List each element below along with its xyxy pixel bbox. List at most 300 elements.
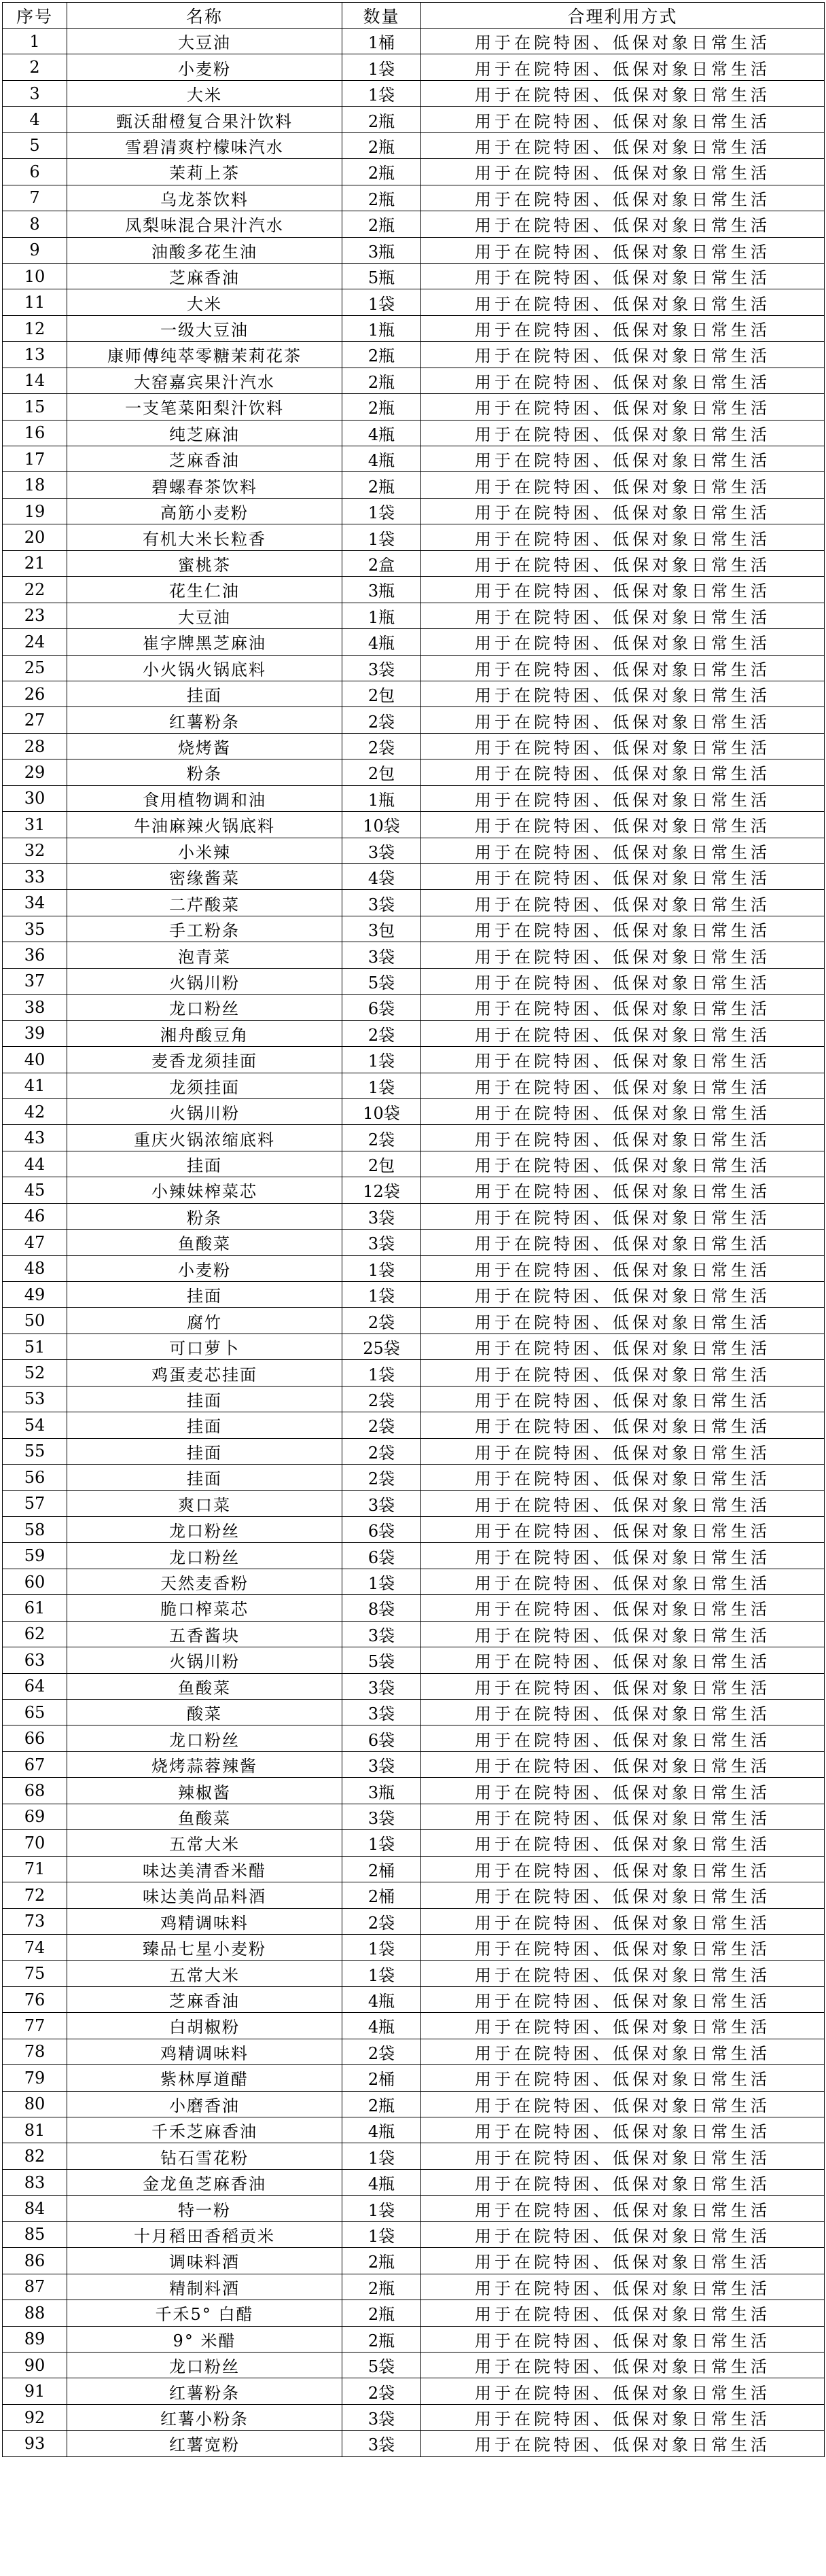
row-index: 32 bbox=[3, 838, 67, 863]
item-usage: 用于在院特困、低保对象日常生活 bbox=[421, 733, 825, 759]
table-row bbox=[3, 1386, 825, 1412]
item-name: 调味料酒 bbox=[67, 2248, 342, 2274]
item-name: 火锅川粉 bbox=[67, 968, 342, 994]
item-quantity: 2桶 bbox=[342, 1882, 421, 1908]
item-quantity: 2盒 bbox=[342, 550, 421, 576]
table-row bbox=[3, 2013, 825, 2039]
item-usage: 用于在院特困、低保对象日常生活 bbox=[421, 864, 825, 890]
table-row bbox=[3, 1438, 825, 1464]
item-quantity: 1袋 bbox=[342, 1569, 421, 1594]
table-row bbox=[3, 603, 825, 628]
row-index: 2 bbox=[3, 54, 67, 80]
item-usage: 用于在院特困、低保对象日常生活 bbox=[421, 1961, 825, 1986]
item-name: 油酸多花生油 bbox=[67, 237, 342, 263]
table-row bbox=[3, 1934, 825, 1960]
item-usage: 用于在院特困、低保对象日常生活 bbox=[421, 2326, 825, 2352]
row-index: 58 bbox=[3, 1516, 67, 1542]
item-usage: 用于在院特困、低保对象日常生活 bbox=[421, 2169, 825, 2195]
item-name: 龙口粉丝 bbox=[67, 1543, 342, 1569]
item-name: 凤梨味混合果汁汽水 bbox=[67, 211, 342, 237]
row-index: 55 bbox=[3, 1438, 67, 1464]
table-row bbox=[3, 2431, 825, 2456]
row-index: 50 bbox=[3, 1308, 67, 1334]
item-quantity: 4瓶 bbox=[342, 446, 421, 472]
row-index: 71 bbox=[3, 1856, 67, 1882]
row-index: 36 bbox=[3, 942, 67, 968]
item-quantity: 2袋 bbox=[342, 733, 421, 759]
table-row bbox=[3, 1073, 825, 1098]
item-usage: 用于在院特困、低保对象日常生活 bbox=[421, 342, 825, 368]
table-row bbox=[3, 2300, 825, 2326]
item-usage: 用于在院特困、低保对象日常生活 bbox=[421, 185, 825, 211]
table-row bbox=[3, 864, 825, 890]
item-usage: 用于在院特困、低保对象日常生活 bbox=[421, 472, 825, 498]
table-row bbox=[3, 1125, 825, 1151]
item-quantity: 6袋 bbox=[342, 1516, 421, 1542]
row-index: 46 bbox=[3, 1203, 67, 1229]
row-index: 49 bbox=[3, 1282, 67, 1308]
row-index: 70 bbox=[3, 1830, 67, 1856]
table-row bbox=[3, 159, 825, 185]
item-name: 小火锅火锅底料 bbox=[67, 655, 342, 681]
row-index: 37 bbox=[3, 968, 67, 994]
item-usage: 用于在院特困、低保对象日常生活 bbox=[421, 289, 825, 315]
item-quantity: 3袋 bbox=[342, 2404, 421, 2430]
row-index: 43 bbox=[3, 1125, 67, 1151]
item-usage: 用于在院特困、低保对象日常生活 bbox=[421, 1778, 825, 1804]
item-quantity: 1袋 bbox=[342, 1934, 421, 1960]
item-quantity: 3瓶 bbox=[342, 237, 421, 263]
item-quantity: 4瓶 bbox=[342, 629, 421, 655]
item-usage: 用于在院特困、低保对象日常生活 bbox=[421, 1282, 825, 1308]
item-usage: 用于在院特困、低保对象日常生活 bbox=[421, 29, 825, 54]
item-quantity: 2瓶 bbox=[342, 185, 421, 211]
item-quantity: 2瓶 bbox=[342, 368, 421, 393]
table-row bbox=[3, 263, 825, 289]
row-index: 86 bbox=[3, 2248, 67, 2274]
table-body bbox=[3, 29, 825, 2457]
row-index: 21 bbox=[3, 550, 67, 576]
item-quantity: 4袋 bbox=[342, 864, 421, 890]
row-index: 47 bbox=[3, 1230, 67, 1255]
table-header-row bbox=[3, 3, 825, 29]
item-name: 芝麻香油 bbox=[67, 1986, 342, 2012]
item-name: 挂面 bbox=[67, 1412, 342, 1438]
item-name: 二芹酸菜 bbox=[67, 890, 342, 916]
table-row bbox=[3, 1334, 825, 1359]
row-index: 3 bbox=[3, 80, 67, 106]
item-name: 五香酱块 bbox=[67, 1621, 342, 1647]
item-usage: 用于在院特困、低保对象日常生活 bbox=[421, 577, 825, 603]
item-name: 花生仁油 bbox=[67, 577, 342, 603]
item-name: 粉条 bbox=[67, 759, 342, 785]
item-usage: 用于在院特困、低保对象日常生活 bbox=[421, 1621, 825, 1647]
item-name: 金龙鱼芝麻香油 bbox=[67, 2169, 342, 2195]
item-name: 红薯粉条 bbox=[67, 2378, 342, 2404]
item-quantity: 2包 bbox=[342, 759, 421, 785]
row-index: 40 bbox=[3, 1047, 67, 1073]
item-quantity: 1袋 bbox=[342, 498, 421, 524]
item-usage: 用于在院特困、低保对象日常生活 bbox=[421, 211, 825, 237]
item-usage: 用于在院特困、低保对象日常生活 bbox=[421, 498, 825, 524]
table-row bbox=[3, 1282, 825, 1308]
table-row bbox=[3, 995, 825, 1020]
item-usage: 用于在院特困、低保对象日常生活 bbox=[421, 1908, 825, 1934]
item-quantity: 2袋 bbox=[342, 2039, 421, 2064]
item-usage: 用于在院特困、低保对象日常生活 bbox=[421, 1673, 825, 1699]
table-row bbox=[3, 1647, 825, 1673]
item-usage: 用于在院特困、低保对象日常生活 bbox=[421, 54, 825, 80]
item-quantity: 2瓶 bbox=[342, 2091, 421, 2117]
table-row bbox=[3, 29, 825, 54]
item-name: 可口萝卜 bbox=[67, 1334, 342, 1359]
item-usage: 用于在院特困、低保对象日常生活 bbox=[421, 2431, 825, 2456]
row-index: 20 bbox=[3, 524, 67, 550]
item-name: 千禾芝麻香油 bbox=[67, 2117, 342, 2143]
table-row bbox=[3, 446, 825, 472]
item-name: 麦香龙须挂面 bbox=[67, 1047, 342, 1073]
row-index: 16 bbox=[3, 420, 67, 446]
table-row bbox=[3, 1047, 825, 1073]
table-row bbox=[3, 342, 825, 368]
item-name: 十月稻田香稻贡米 bbox=[67, 2221, 342, 2247]
item-quantity: 2袋 bbox=[342, 707, 421, 733]
item-usage: 用于在院特困、低保对象日常生活 bbox=[421, 394, 825, 420]
item-usage: 用于在院特困、低保对象日常生活 bbox=[421, 1098, 825, 1124]
item-name: 挂面 bbox=[67, 681, 342, 706]
table-row bbox=[3, 132, 825, 158]
table-row bbox=[3, 1725, 825, 1751]
item-usage: 用于在院特困、低保对象日常生活 bbox=[421, 629, 825, 655]
row-index: 57 bbox=[3, 1490, 67, 1516]
row-index: 25 bbox=[3, 655, 67, 681]
item-usage: 用于在院特困、低保对象日常生活 bbox=[421, 1465, 825, 1490]
item-quantity: 1袋 bbox=[342, 1961, 421, 1986]
table-row bbox=[3, 629, 825, 655]
item-usage: 用于在院特困、低保对象日常生活 bbox=[421, 785, 825, 811]
item-quantity: 2袋 bbox=[342, 1020, 421, 1046]
item-usage: 用于在院特困、低保对象日常生活 bbox=[421, 1020, 825, 1046]
table-row bbox=[3, 681, 825, 706]
row-index: 90 bbox=[3, 2352, 67, 2378]
item-name: 碧螺春茶饮料 bbox=[67, 472, 342, 498]
table-row bbox=[3, 2196, 825, 2221]
table-row bbox=[3, 1255, 825, 1281]
table-row bbox=[3, 1700, 825, 1725]
table-row bbox=[3, 838, 825, 863]
row-index: 54 bbox=[3, 1412, 67, 1438]
item-quantity: 2包 bbox=[342, 681, 421, 706]
item-usage: 用于在院特困、低保对象日常生活 bbox=[421, 1490, 825, 1516]
header-name: 名称 bbox=[67, 3, 342, 29]
row-index: 8 bbox=[3, 211, 67, 237]
item-quantity: 2袋 bbox=[342, 1125, 421, 1151]
item-name: 鱼酸菜 bbox=[67, 1804, 342, 1829]
item-quantity: 1袋 bbox=[342, 1047, 421, 1073]
item-name: 挂面 bbox=[67, 1151, 342, 1177]
item-name: 火锅川粉 bbox=[67, 1098, 342, 1124]
row-index: 62 bbox=[3, 1621, 67, 1647]
item-usage: 用于在院特困、低保对象日常生活 bbox=[421, 942, 825, 968]
row-index: 73 bbox=[3, 1908, 67, 1934]
item-quantity: 3袋 bbox=[342, 1673, 421, 1699]
item-name: 火锅川粉 bbox=[67, 1647, 342, 1673]
row-index: 17 bbox=[3, 446, 67, 472]
table-row bbox=[3, 2117, 825, 2143]
item-usage: 用于在院特困、低保对象日常生活 bbox=[421, 2404, 825, 2430]
table-row bbox=[3, 498, 825, 524]
item-name: 粉条 bbox=[67, 1203, 342, 1229]
item-quantity: 1袋 bbox=[342, 54, 421, 80]
item-quantity: 1袋 bbox=[342, 2221, 421, 2247]
table-row bbox=[3, 759, 825, 785]
item-name: 五常大米 bbox=[67, 1830, 342, 1856]
table-row bbox=[3, 1465, 825, 1490]
item-quantity: 1袋 bbox=[342, 2196, 421, 2221]
item-usage: 用于在院特困、低保对象日常生活 bbox=[421, 368, 825, 393]
item-quantity: 2瓶 bbox=[342, 2300, 421, 2326]
item-quantity: 2瓶 bbox=[342, 394, 421, 420]
item-usage: 用于在院特困、低保对象日常生活 bbox=[421, 420, 825, 446]
table-row bbox=[3, 80, 825, 106]
item-usage: 用于在院特困、低保对象日常生活 bbox=[421, 2378, 825, 2404]
row-index: 41 bbox=[3, 1073, 67, 1098]
item-quantity: 1袋 bbox=[342, 80, 421, 106]
item-usage: 用于在院特困、低保对象日常生活 bbox=[421, 1856, 825, 1882]
item-name: 红薯宽粉 bbox=[67, 2431, 342, 2456]
item-name: 牛油麻辣火锅底料 bbox=[67, 812, 342, 838]
table-row bbox=[3, 916, 825, 942]
item-quantity: 6袋 bbox=[342, 1543, 421, 1569]
row-index: 14 bbox=[3, 368, 67, 393]
row-index: 42 bbox=[3, 1098, 67, 1124]
item-quantity: 5袋 bbox=[342, 1647, 421, 1673]
item-usage: 用于在院特困、低保对象日常生活 bbox=[421, 759, 825, 785]
row-index: 28 bbox=[3, 733, 67, 759]
item-name: 挂面 bbox=[67, 1465, 342, 1490]
row-index: 83 bbox=[3, 2169, 67, 2195]
item-usage: 用于在院特困、低保对象日常生活 bbox=[421, 968, 825, 994]
item-name: 腐竹 bbox=[67, 1308, 342, 1334]
row-index: 80 bbox=[3, 2091, 67, 2117]
item-usage: 用于在院特困、低保对象日常生活 bbox=[421, 107, 825, 132]
table-row bbox=[3, 1230, 825, 1255]
table-row bbox=[3, 54, 825, 80]
item-quantity: 10袋 bbox=[342, 1098, 421, 1124]
row-index: 68 bbox=[3, 1778, 67, 1804]
row-index: 67 bbox=[3, 1751, 67, 1777]
item-quantity: 3袋 bbox=[342, 942, 421, 968]
item-usage: 用于在院特困、低保对象日常生活 bbox=[421, 2143, 825, 2169]
table-row bbox=[3, 2352, 825, 2378]
item-quantity: 2瓶 bbox=[342, 2326, 421, 2352]
table-row bbox=[3, 1961, 825, 1986]
item-name: 雪碧清爽柠檬味汽水 bbox=[67, 132, 342, 158]
item-name: 鱼酸菜 bbox=[67, 1673, 342, 1699]
row-index: 9 bbox=[3, 237, 67, 263]
table-row bbox=[3, 2169, 825, 2195]
row-index: 22 bbox=[3, 577, 67, 603]
table-row bbox=[3, 2248, 825, 2274]
item-name: 鸡精调味料 bbox=[67, 2039, 342, 2064]
table-row bbox=[3, 785, 825, 811]
item-quantity: 12袋 bbox=[342, 1177, 421, 1203]
table-row bbox=[3, 812, 825, 838]
row-index: 38 bbox=[3, 995, 67, 1020]
item-quantity: 2袋 bbox=[342, 1412, 421, 1438]
item-quantity: 1瓶 bbox=[342, 315, 421, 341]
table-row bbox=[3, 211, 825, 237]
row-index: 84 bbox=[3, 2196, 67, 2221]
item-quantity: 6袋 bbox=[342, 1725, 421, 1751]
row-index: 53 bbox=[3, 1386, 67, 1412]
item-usage: 用于在院特困、低保对象日常生活 bbox=[421, 237, 825, 263]
row-index: 29 bbox=[3, 759, 67, 785]
row-index: 31 bbox=[3, 812, 67, 838]
item-name: 大窑嘉宾果汁汽水 bbox=[67, 368, 342, 393]
table-row bbox=[3, 1856, 825, 1882]
item-name: 鱼酸菜 bbox=[67, 1230, 342, 1255]
item-usage: 用于在院特困、低保对象日常生活 bbox=[421, 1230, 825, 1255]
item-usage: 用于在院特困、低保对象日常生活 bbox=[421, 2091, 825, 2117]
item-usage: 用于在院特困、低保对象日常生活 bbox=[421, 1308, 825, 1334]
item-name: 康师傅纯萃零糖茉莉花茶 bbox=[67, 342, 342, 368]
item-quantity: 2瓶 bbox=[342, 132, 421, 158]
item-quantity: 2瓶 bbox=[342, 472, 421, 498]
item-usage: 用于在院特困、低保对象日常生活 bbox=[421, 2065, 825, 2091]
table-row bbox=[3, 1151, 825, 1177]
item-usage: 用于在院特困、低保对象日常生活 bbox=[421, 1986, 825, 2012]
table-row bbox=[3, 1098, 825, 1124]
row-index: 34 bbox=[3, 890, 67, 916]
row-index: 11 bbox=[3, 289, 67, 315]
item-usage: 用于在院特困、低保对象日常生活 bbox=[421, 1151, 825, 1177]
table-row bbox=[3, 1308, 825, 1334]
item-name: 紫林厚道醋 bbox=[67, 2065, 342, 2091]
table-row bbox=[3, 1751, 825, 1777]
item-quantity: 3袋 bbox=[342, 2431, 421, 2456]
table-row bbox=[3, 315, 825, 341]
row-index: 30 bbox=[3, 785, 67, 811]
item-usage: 用于在院特困、低保对象日常生活 bbox=[421, 2039, 825, 2064]
item-quantity: 25袋 bbox=[342, 1334, 421, 1359]
item-name: 龙须挂面 bbox=[67, 1073, 342, 1098]
row-index: 59 bbox=[3, 1543, 67, 1569]
item-usage: 用于在院特困、低保对象日常生活 bbox=[421, 1255, 825, 1281]
item-usage: 用于在院特困、低保对象日常生活 bbox=[421, 1700, 825, 1725]
item-name: 挂面 bbox=[67, 1386, 342, 1412]
row-index: 7 bbox=[3, 185, 67, 211]
item-usage: 用于在院特困、低保对象日常生活 bbox=[421, 1804, 825, 1829]
row-index: 89 bbox=[3, 2326, 67, 2352]
row-index: 65 bbox=[3, 1700, 67, 1725]
row-index: 75 bbox=[3, 1961, 67, 1986]
row-index: 19 bbox=[3, 498, 67, 524]
table-row bbox=[3, 2404, 825, 2430]
item-usage: 用于在院特困、低保对象日常生活 bbox=[421, 1438, 825, 1464]
item-quantity: 4瓶 bbox=[342, 2013, 421, 2039]
item-name: 芝麻香油 bbox=[67, 263, 342, 289]
table-row bbox=[3, 1621, 825, 1647]
item-name: 脆口榨菜芯 bbox=[67, 1595, 342, 1621]
row-index: 15 bbox=[3, 394, 67, 420]
item-usage: 用于在院特困、低保对象日常生活 bbox=[421, 890, 825, 916]
item-name: 一支笔菜阳梨汁饮料 bbox=[67, 394, 342, 420]
item-name: 味达美尚品料酒 bbox=[67, 1882, 342, 1908]
item-name: 爽口菜 bbox=[67, 1490, 342, 1516]
item-quantity: 4瓶 bbox=[342, 420, 421, 446]
item-name: 龙口粉丝 bbox=[67, 995, 342, 1020]
table-row bbox=[3, 1412, 825, 1438]
item-quantity: 1瓶 bbox=[342, 785, 421, 811]
row-index: 78 bbox=[3, 2039, 67, 2064]
item-name: 小麦粉 bbox=[67, 1255, 342, 1281]
item-name: 大米 bbox=[67, 289, 342, 315]
row-index: 1 bbox=[3, 29, 67, 54]
item-quantity: 6袋 bbox=[342, 995, 421, 1020]
row-index: 74 bbox=[3, 1934, 67, 1960]
item-usage: 用于在院特困、低保对象日常生活 bbox=[421, 1725, 825, 1751]
item-name: 红薯小粉条 bbox=[67, 2404, 342, 2430]
item-name: 泡青菜 bbox=[67, 942, 342, 968]
item-name: 甄沃甜橙复合果汁饮料 bbox=[67, 107, 342, 132]
table-row bbox=[3, 524, 825, 550]
table-row bbox=[3, 420, 825, 446]
row-index: 72 bbox=[3, 1882, 67, 1908]
item-usage: 用于在院特困、低保对象日常生活 bbox=[421, 1334, 825, 1359]
row-index: 60 bbox=[3, 1569, 67, 1594]
item-name: 茉莉上茶 bbox=[67, 159, 342, 185]
item-usage: 用于在院特困、低保对象日常生活 bbox=[421, 681, 825, 706]
item-name: 精制料酒 bbox=[67, 2274, 342, 2300]
item-quantity: 2瓶 bbox=[342, 2274, 421, 2300]
row-index: 26 bbox=[3, 681, 67, 706]
item-quantity: 2袋 bbox=[342, 1308, 421, 1334]
table-row bbox=[3, 2143, 825, 2169]
item-usage: 用于在院特困、低保对象日常生活 bbox=[421, 446, 825, 472]
item-quantity: 1袋 bbox=[342, 1360, 421, 1386]
row-index: 24 bbox=[3, 629, 67, 655]
item-usage: 用于在院特困、低保对象日常生活 bbox=[421, 916, 825, 942]
table-row bbox=[3, 890, 825, 916]
item-name: 乌龙茶饮料 bbox=[67, 185, 342, 211]
item-quantity: 2袋 bbox=[342, 1438, 421, 1464]
item-name: 芝麻香油 bbox=[67, 446, 342, 472]
item-name: 纯芝麻油 bbox=[67, 420, 342, 446]
item-quantity: 2包 bbox=[342, 1151, 421, 1177]
item-name: 挂面 bbox=[67, 1438, 342, 1464]
table-row bbox=[3, 1830, 825, 1856]
item-quantity: 1袋 bbox=[342, 1830, 421, 1856]
item-usage: 用于在院特困、低保对象日常生活 bbox=[421, 80, 825, 106]
item-quantity: 5袋 bbox=[342, 968, 421, 994]
item-usage: 用于在院特困、低保对象日常生活 bbox=[421, 524, 825, 550]
table-row bbox=[3, 942, 825, 968]
item-quantity: 3袋 bbox=[342, 1751, 421, 1777]
item-usage: 用于在院特困、低保对象日常生活 bbox=[421, 1047, 825, 1073]
table-row bbox=[3, 2221, 825, 2247]
row-index: 45 bbox=[3, 1177, 67, 1203]
table-row bbox=[3, 1882, 825, 1908]
table-row bbox=[3, 368, 825, 393]
row-index: 48 bbox=[3, 1255, 67, 1281]
item-usage: 用于在院特困、低保对象日常生活 bbox=[421, 2300, 825, 2326]
item-name: 鸡精调味料 bbox=[67, 1908, 342, 1934]
table-row bbox=[3, 1986, 825, 2012]
row-index: 61 bbox=[3, 1595, 67, 1621]
item-usage: 用于在院特困、低保对象日常生活 bbox=[421, 1595, 825, 1621]
table-row bbox=[3, 289, 825, 315]
